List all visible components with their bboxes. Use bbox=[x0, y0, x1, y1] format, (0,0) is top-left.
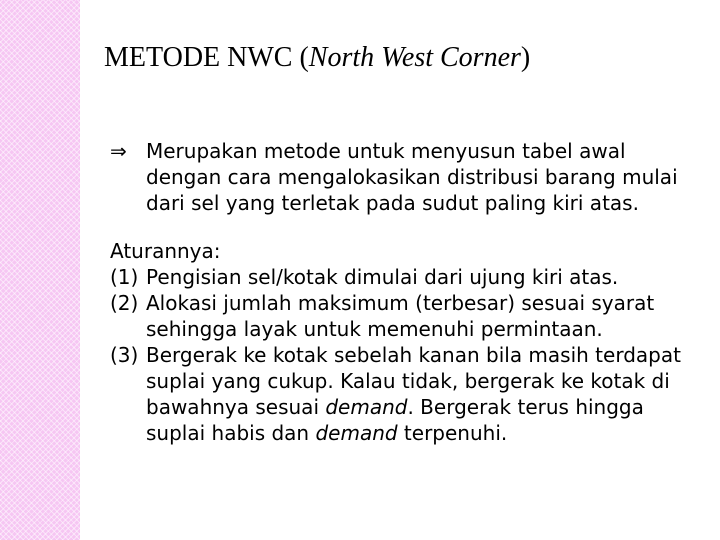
bullet-point bbox=[110, 138, 700, 216]
rule-emphasis-demand: demand bbox=[325, 395, 408, 419]
rule-number: (3) bbox=[110, 343, 139, 367]
rule-emphasis-demand: demand bbox=[315, 421, 398, 445]
rule-item-2 bbox=[110, 290, 700, 342]
rule-text-part-b: . Bergerak terus hingga suplai habis dan bbox=[146, 395, 644, 445]
rule-number: (2) bbox=[110, 291, 139, 315]
rule-number: (1) bbox=[110, 265, 139, 289]
title-italic: North West Corner bbox=[308, 42, 521, 73]
rule-text-part-a: Bergerak ke kotak sebelah kanan bila masih terdapat suplai yang cukup. Kalau tidak, bergerak ke kotak di bawahnya sesuai bbox=[146, 343, 681, 419]
rule-item-3 bbox=[110, 342, 700, 446]
title-prefix: METODE NWC ( bbox=[104, 42, 309, 73]
bullet-text: Merupakan metode untuk menyusun tabel awal dengan cara mengalokasikan distribusi barang mulai dari sel yang terletak pada sudut paling kiri atas. bbox=[146, 139, 678, 215]
rules-heading: Aturannya: bbox=[110, 239, 221, 263]
slide-title bbox=[104, 42, 530, 74]
rule-text: Pengisian sel/kotak dimulai dari ujung kiri atas. bbox=[146, 265, 619, 289]
rule-text-part-c: terpenuhi. bbox=[397, 421, 508, 445]
rule-item-1 bbox=[110, 264, 700, 290]
decorative-side-band bbox=[0, 0, 80, 540]
double-arrow-icon: ⇒ bbox=[110, 139, 127, 163]
slide-body bbox=[110, 138, 700, 446]
title-suffix: ) bbox=[520, 42, 531, 73]
rule-text: Alokasi jumlah maksimum (terbesar) sesuai syarat sehingga layak untuk memenuhi permintaan. bbox=[146, 291, 655, 341]
